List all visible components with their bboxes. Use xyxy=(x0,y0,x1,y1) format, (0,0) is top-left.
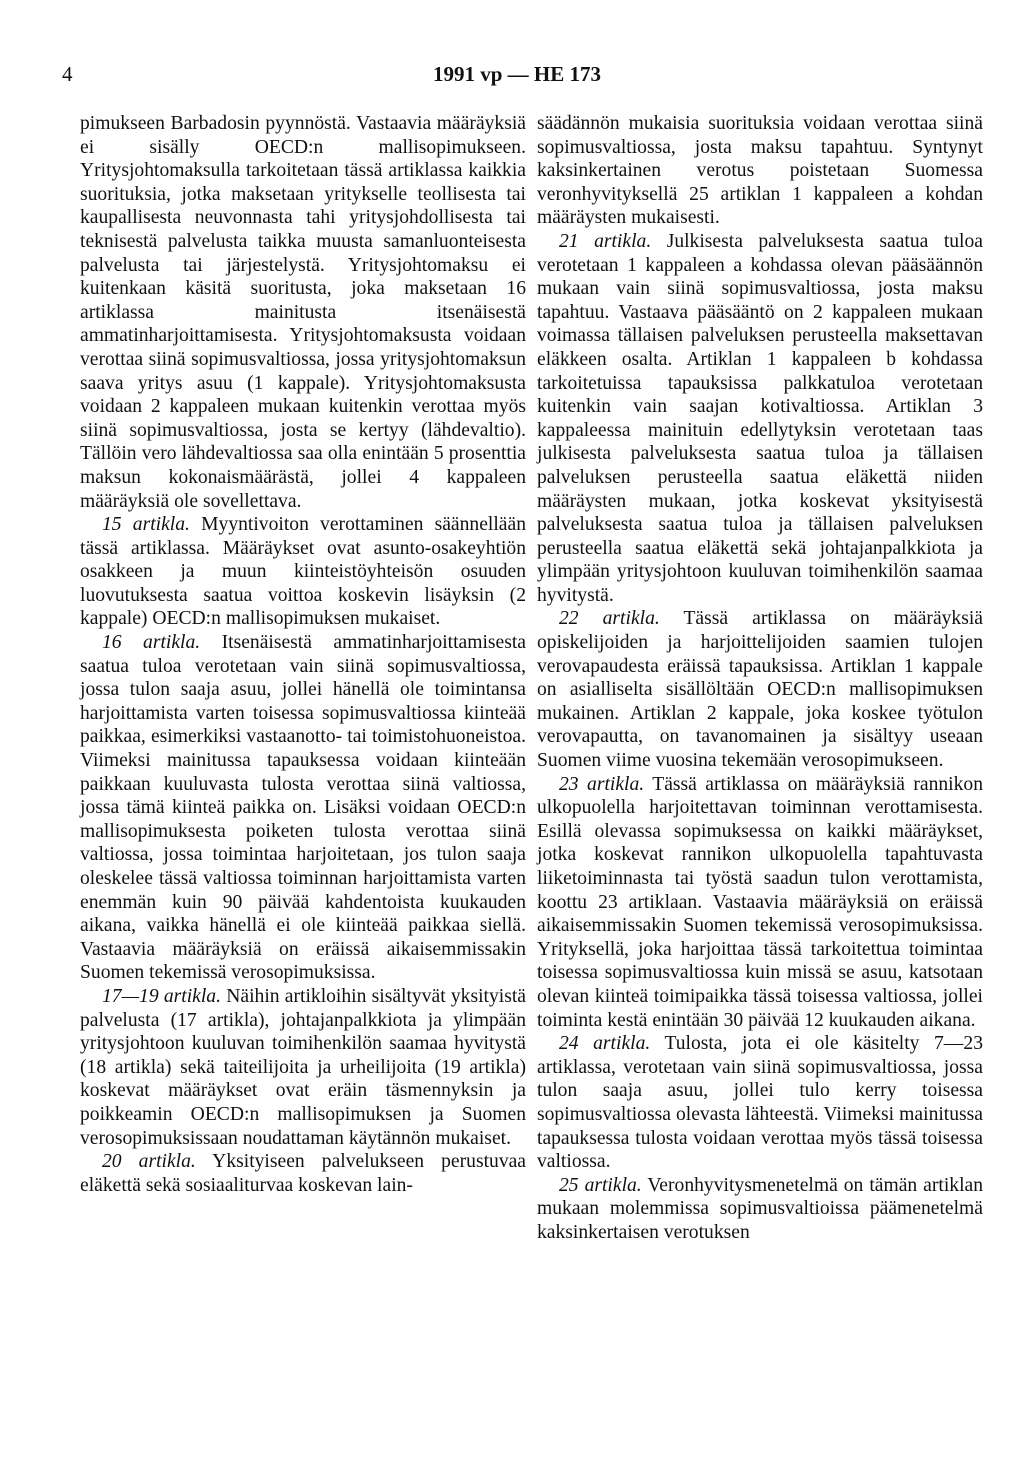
paragraph xyxy=(537,230,983,608)
paragraph xyxy=(537,607,983,772)
paragraph xyxy=(80,631,526,985)
paragraph xyxy=(537,773,983,1033)
paragraph-text: Näihin artikloihin sisältyvät yksityistä palvelusta (17 artikla), johtajanpalkkiota ja ylimpään yritysjohtoon kuuluvan toimihenkilön saamaa hyvitystä (18 artikla) sekä taiteilijoita ja urheilijoita (19 artikla) koskevat määräykset ovat eräin täsmennyksin ja poikkeamin OECD:n mallisopimuksen ja Suomen verosopimuksissaan noudattaman käytännön mukaiset. xyxy=(80,985,526,1149)
paragraph-text: Itsenäisestä ammatinharjoittamisesta saatua tuloa verotetaan vain siinä sopimusvaltiossa, jossa tulon saaja asuu, jollei hänellä ole toimintansa harjoittamista varten toisessa sopimusvaltiossa kiinteää paikkaa, esimerkiksi vastaanotto- tai toimistohuoneistoa. Viimeksi mainitussa tapauksessa voidaan kiinteään paikkaan kuuluvasta tulosta verottaa siinä valtiossa, jossa tämä kiinteä paikka on. Lisäksi voidaan OECD:n mallisopimuksesta poiketen tulosta verottaa siinä valtiossa, jossa toimintaa harjoitetaan, jos tulon saaja oleskelee tässä valtiossa toiminnan harjoittamista varten enemmän kuin 90 päivää kahdentoista kuukauden aikana, vaikka hänellä ei ole kiinteää paikkaa siellä. Vastaavia määräyksiä on eräissä aikaisemmissakin Suomen tekemissä verosopimuksissa. xyxy=(80,632,527,984)
right-column xyxy=(537,112,983,1245)
page-number: 4 xyxy=(62,62,73,86)
article-heading: 16 artikla. xyxy=(102,632,201,654)
paragraph xyxy=(80,1150,526,1197)
paragraph-text: Tulosta, jota ei ole käsitelty 7—23 artiklassa, verotetaan vain siinä sopimusvaltiossa, jossa tulon saaja asuu, jollei tulo kerry toisessa sopimusvaltiossa olevasta lähteestä. Viimeksi mainitussa tapauksessa tulosta voidaan verottaa myös tässä toisessa valtiossa. xyxy=(537,1033,983,1173)
running-title: 1991 vp — HE 173 xyxy=(432,62,602,86)
paragraph-text: pimukseen Barbadosin pyynnöstä. Vastaavia määräyksiä ei sisälly OECD:n mallisopimukseen. Yritysjohtomaksulla tarkoitetaan tässä artiklassa kaikkia suorituksia, jotka maksetaan yritykselle teollisesta tai kaupallisesta neuvonnasta tahi yritysjohdollisesta tai teknisestä palvelusta taikka muusta samanluonteisesta palvelusta tai järjestelystä. Yritysjohtomaksu ei kuitenkaan käsitä suoritusta, joka maksetaan 16 artiklassa mainitusta itsenäisestä ammatinharjoittamisesta. Yritysjohtomaksusta voidaan verottaa siinä sopimusvaltiossa, jossa yritysjohtomaksun saava yritys asuu (1 kappale). Yritysjohtomaksusta voidaan 2 kappaleen mukaan kuitenkin verottaa myös siinä sopimusvaltiossa, josta se kertyy (lähdevaltio). Tällöin vero lähdevaltiossa saa olla enintään 5 prosenttia maksun kokonaismäärästä, jollei 4 kappaleen määräyksiä ole sovellettava. xyxy=(80,113,526,512)
paragraph-text: Yksityiseen palvelukseen perustuvaa eläkettä sekä sosiaaliturvaa koskevan lain- xyxy=(80,1151,527,1196)
paragraph-text: Julkisesta palveluksesta saatua tuloa verotetaan 1 kappaleen a kohdassa olevan pääsäännön mukaan vain siinä sopimusvaltiossa, josta maksu tapahtuu. Vastaava pääsääntö on 2 kappaleen mukaan voimassa tällaisen palveluksen perusteella maksettavan eläkkeen osalta. Artiklan 1 kappaleen b kohdassa tarkoitetuissa tapauksissa palkkatuloa verotetaan kuitenkin vain saajan kotivaltiossa. Artiklan 3 kappaleessa mainituin edellytyksin verotetaan taas julkisesta palveluksesta saatua tuloa ja tällaisen palveluksen perusteella saatua eläkettä niiden määräysten mukaan, jotka koskevat yksityisestä palveluksesta saatua tuloa ja tällaisen palveluksen perusteella saatua eläkettä sekä johtajanpalkkiota ja ylimpään yritysjohtoon kuuluvan toimihenkilön saamaa hyvitystä. xyxy=(537,230,983,606)
paragraph xyxy=(80,513,526,631)
paragraph xyxy=(80,985,526,1150)
paragraph-text: säädännön mukaisia suorituksia voidaan verottaa siinä sopimusvaltiossa, josta maksu tapahtuu. Syntynyt kaksinkertainen verotus poistetaan Suomessa veronhyvityksellä 25 artiklan 1 kappaleen a kohdan määräysten mukaisesti. xyxy=(537,113,983,229)
left-column xyxy=(80,112,526,1197)
article-heading: 24 artikla. xyxy=(559,1033,651,1055)
article-heading: 23 artikla. xyxy=(559,773,645,795)
article-heading: 25 artikla. xyxy=(559,1174,642,1196)
paragraph-text: Myyntivoiton verottaminen säännellään tässä artiklassa. Määräykset ovat asunto-osakeyhtiön osakkeen ja muun kiinteistöyhteisön osuuden luovutuksesta saatua voittoa koskevin lisäyksin (2 kappale) OECD:n mallisopimuksen mukaiset. xyxy=(80,514,526,630)
paragraph xyxy=(537,1174,983,1245)
paragraph-text: Tässä artiklassa on määräyksiä rannikon ulkopuolella harjoitettavan toiminnan verottamisesta. Esillä olevassa sopimuksessa on kaikki määräykset, jotka koskevat rannikon ulkopuolella tapahtuvasta liiketoiminnasta tai työstä saadun tulon verottamista, koottu 23 artiklaan. Vastaavia määräyksiä on eräissä aikaisemmissakin Suomen tekemissä verosopimuksissa. Yrityksellä, joka harjoittaa tässä tarkoitettua toimintaa toisessa sopimusvaltiossa kuin missä se asuu, katsotaan olevan kiinteä toimipaikka tässä toisessa valtiossa, jollei toiminta kestä enintään 30 päivää 12 kuukauden aikana. xyxy=(537,773,984,1031)
paragraph xyxy=(537,112,983,230)
paragraph xyxy=(537,1032,983,1174)
paragraph-text: Veronhyvitysmenetelmä on tämän artiklan mukaan molemmissa sopimusvaltioissa päämenetelmä kaksinkertaisen verotuksen xyxy=(537,1174,984,1243)
article-heading: 15 artikla. xyxy=(102,514,190,536)
article-heading: 22 artikla. xyxy=(559,608,660,630)
page-header xyxy=(62,62,972,92)
paragraph-text: Tässä artiklassa on määräyksiä opiskelijoiden ja harjoittelijoiden saamien tulojen verovapaudesta eräissä tapauksissa. Artiklan 1 kappale on asialliselta sisällöltään OECD:n mallisopimuksen mukainen. Artiklan 2 kappale, joka koskee työtulon verovapautta, on tavanomainen ja sisältyy useaan Suomen viime vuosina tekemään verosopimukseen. xyxy=(537,608,983,772)
article-heading: 21 artikla. xyxy=(559,230,652,252)
article-heading: 17—19 artikla. xyxy=(102,985,221,1007)
paragraph xyxy=(80,112,526,513)
article-heading: 20 artikla. xyxy=(102,1151,196,1173)
